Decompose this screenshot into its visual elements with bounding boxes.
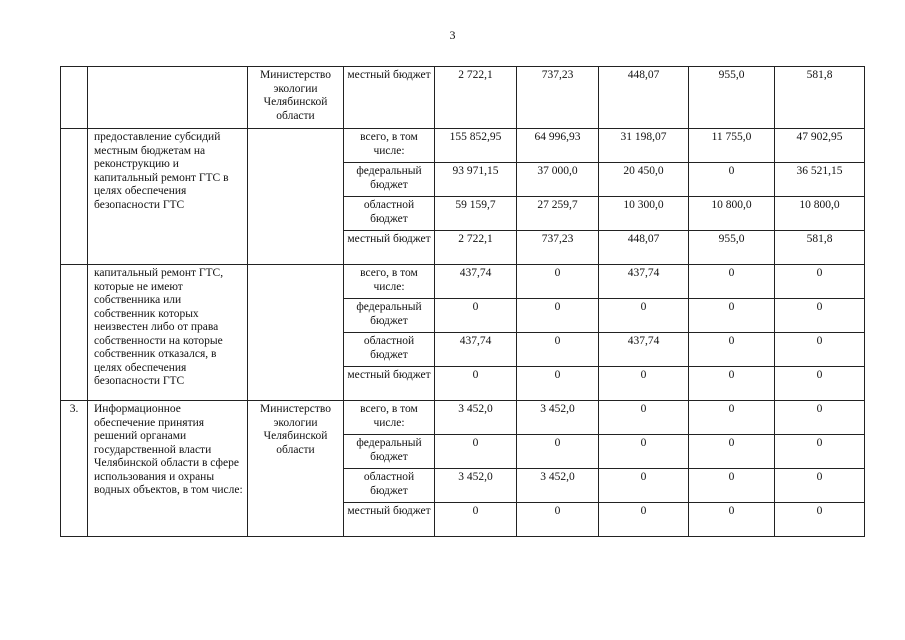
amount-cell: 0 xyxy=(517,265,599,299)
amount-cell: 955,0 xyxy=(689,231,775,265)
amount-cell: 10 300,0 xyxy=(599,197,689,231)
amount-cell: 0 xyxy=(599,401,689,435)
amount-cell: 0 xyxy=(599,299,689,333)
funding-source-cell: всего, в том числе: xyxy=(344,401,435,435)
table-row xyxy=(61,401,865,435)
amount-cell: 0 xyxy=(599,367,689,401)
amount-cell: 0 xyxy=(775,435,865,469)
amount-cell: 37 000,0 xyxy=(517,163,599,197)
amount-cell: 36 521,15 xyxy=(775,163,865,197)
funding-source-cell: всего, в том числе: xyxy=(344,129,435,163)
amount-cell: 0 xyxy=(689,469,775,503)
responsible-ministry-cell xyxy=(248,265,344,401)
funding-source-cell: всего, в том числе: xyxy=(344,265,435,299)
amount-cell: 0 xyxy=(599,435,689,469)
amount-cell: 0 xyxy=(689,367,775,401)
amount-cell: 0 xyxy=(599,469,689,503)
amount-cell: 437,74 xyxy=(599,265,689,299)
table-row xyxy=(61,265,865,299)
measure-description-cell xyxy=(88,67,248,129)
amount-cell: 0 xyxy=(775,469,865,503)
amount-cell: 0 xyxy=(517,503,599,537)
budget-table xyxy=(60,66,865,537)
amount-cell: 2 722,1 xyxy=(435,231,517,265)
amount-cell: 0 xyxy=(435,367,517,401)
amount-cell: 10 800,0 xyxy=(775,197,865,231)
amount-cell: 31 198,07 xyxy=(599,129,689,163)
row-number-cell: 3. xyxy=(61,401,88,537)
table-row xyxy=(61,129,865,163)
amount-cell: 448,07 xyxy=(599,67,689,129)
amount-cell: 93 971,15 xyxy=(435,163,517,197)
amount-cell: 581,8 xyxy=(775,231,865,265)
responsible-ministry-cell: Министерство экологии Челябинской области xyxy=(248,67,344,129)
measure-description-cell: капитальный ремонт ГТС, которые не имеют собственника или собственник которых неизвестен либо от права собственности на которые собственник отказался, в целях обеспечения безопасности ГТС xyxy=(88,265,248,401)
funding-source-cell: федеральный бюджет xyxy=(344,299,435,333)
amount-cell: 3 452,0 xyxy=(435,401,517,435)
amount-cell: 437,74 xyxy=(599,333,689,367)
amount-cell: 47 902,95 xyxy=(775,129,865,163)
amount-cell: 3 452,0 xyxy=(517,469,599,503)
amount-cell: 0 xyxy=(689,401,775,435)
amount-cell: 10 800,0 xyxy=(689,197,775,231)
measure-description-cell: Информационное обеспечение принятия решений органами государственной власти Челябинской области в сфере использования и охраны водных объектов, в том числе: xyxy=(88,401,248,537)
amount-cell: 955,0 xyxy=(689,67,775,129)
amount-cell: 737,23 xyxy=(517,67,599,129)
amount-cell: 11 755,0 xyxy=(689,129,775,163)
measure-description-cell: предоставление субсидий местным бюджетам на реконструкцию и капитальный ремонт ГТС в целях обеспечения безопасности ГТС xyxy=(88,129,248,265)
responsible-ministry-cell: Министерство экологии Челябинской области xyxy=(248,401,344,537)
funding-source-cell: областной бюджет xyxy=(344,469,435,503)
amount-cell: 64 996,93 xyxy=(517,129,599,163)
amount-cell: 0 xyxy=(599,503,689,537)
amount-cell: 0 xyxy=(775,265,865,299)
amount-cell: 0 xyxy=(775,503,865,537)
amount-cell: 0 xyxy=(689,333,775,367)
amount-cell: 581,8 xyxy=(775,67,865,129)
amount-cell: 0 xyxy=(435,503,517,537)
amount-cell: 0 xyxy=(689,435,775,469)
amount-cell: 59 159,7 xyxy=(435,197,517,231)
amount-cell: 3 452,0 xyxy=(517,401,599,435)
funding-source-cell: местный бюджет xyxy=(344,231,435,265)
funding-source-cell: местный бюджет xyxy=(344,367,435,401)
funding-source-cell: областной бюджет xyxy=(344,197,435,231)
funding-source-cell: федеральный бюджет xyxy=(344,435,435,469)
amount-cell: 0 xyxy=(689,503,775,537)
amount-cell: 448,07 xyxy=(599,231,689,265)
funding-source-cell: областной бюджет xyxy=(344,333,435,367)
amount-cell: 0 xyxy=(435,435,517,469)
amount-cell: 0 xyxy=(517,367,599,401)
funding-source-cell: местный бюджет xyxy=(344,67,435,129)
amount-cell: 27 259,7 xyxy=(517,197,599,231)
row-number-cell xyxy=(61,129,88,265)
amount-cell: 0 xyxy=(775,299,865,333)
amount-cell: 0 xyxy=(517,435,599,469)
amount-cell: 437,74 xyxy=(435,265,517,299)
responsible-ministry-cell xyxy=(248,129,344,265)
row-number-cell xyxy=(61,265,88,401)
amount-cell: 0 xyxy=(775,367,865,401)
amount-cell: 737,23 xyxy=(517,231,599,265)
row-number-cell xyxy=(61,67,88,129)
amount-cell: 0 xyxy=(517,299,599,333)
table-row xyxy=(61,67,865,129)
amount-cell: 155 852,95 xyxy=(435,129,517,163)
amount-cell: 20 450,0 xyxy=(599,163,689,197)
page-number: 3 xyxy=(449,28,456,42)
funding-source-cell: местный бюджет xyxy=(344,503,435,537)
amount-cell: 0 xyxy=(689,299,775,333)
amount-cell: 3 452,0 xyxy=(435,469,517,503)
amount-cell: 0 xyxy=(435,299,517,333)
amount-cell: 0 xyxy=(517,333,599,367)
amount-cell: 0 xyxy=(775,401,865,435)
amount-cell: 437,74 xyxy=(435,333,517,367)
amount-cell: 0 xyxy=(689,265,775,299)
amount-cell: 0 xyxy=(689,163,775,197)
amount-cell: 2 722,1 xyxy=(435,67,517,129)
amount-cell: 0 xyxy=(775,333,865,367)
funding-source-cell: федеральный бюджет xyxy=(344,163,435,197)
